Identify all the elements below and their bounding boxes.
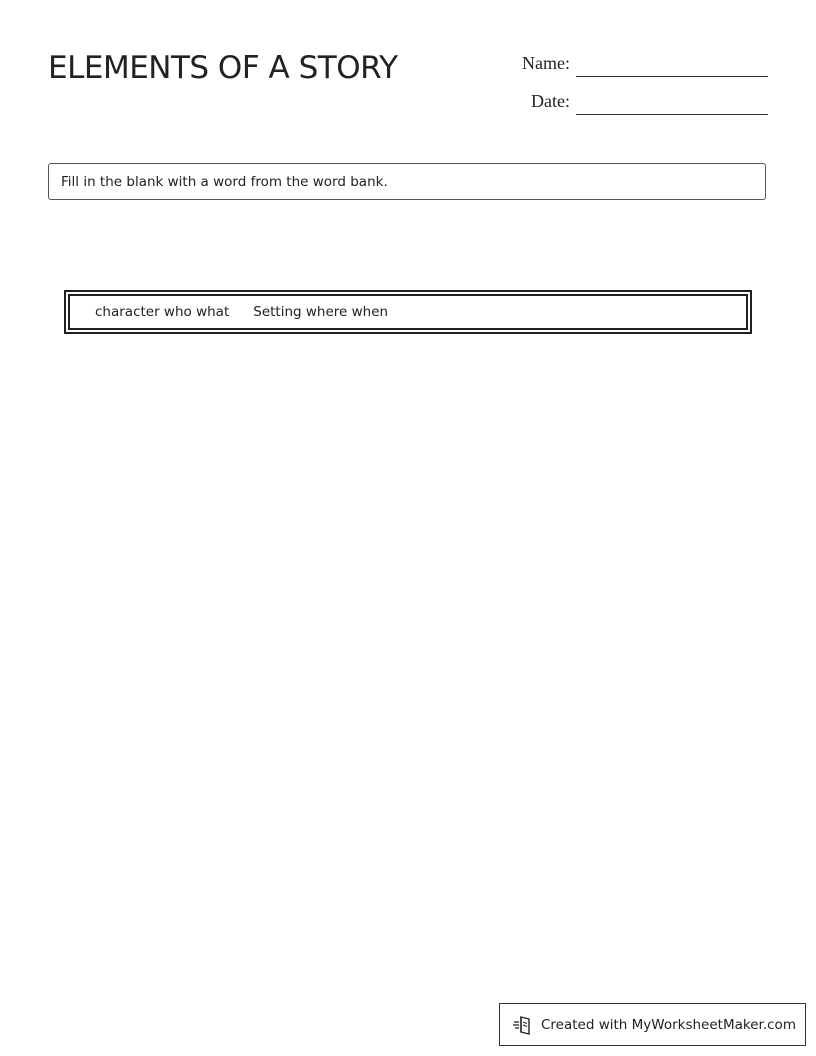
date-label: Date: xyxy=(531,91,570,111)
date-field[interactable] xyxy=(576,114,768,115)
instructions-text: Fill in the blank with a word from the word bank. xyxy=(61,174,388,190)
word-bank-item: Setting where when xyxy=(253,304,389,320)
word-bank-inner xyxy=(68,294,748,330)
name-field[interactable] xyxy=(576,76,768,77)
instructions-box xyxy=(48,163,766,200)
footer-credit-text: Created with MyWorksheetMaker.com xyxy=(541,1016,796,1033)
word-bank-item: character who what xyxy=(95,304,230,320)
page-title: ELEMENTS OF A STORY xyxy=(48,50,398,86)
book-logo-icon xyxy=(512,1014,534,1036)
name-label: Name: xyxy=(522,53,570,73)
word-bank xyxy=(64,290,752,334)
footer-credit-badge[interactable] xyxy=(499,1003,806,1046)
